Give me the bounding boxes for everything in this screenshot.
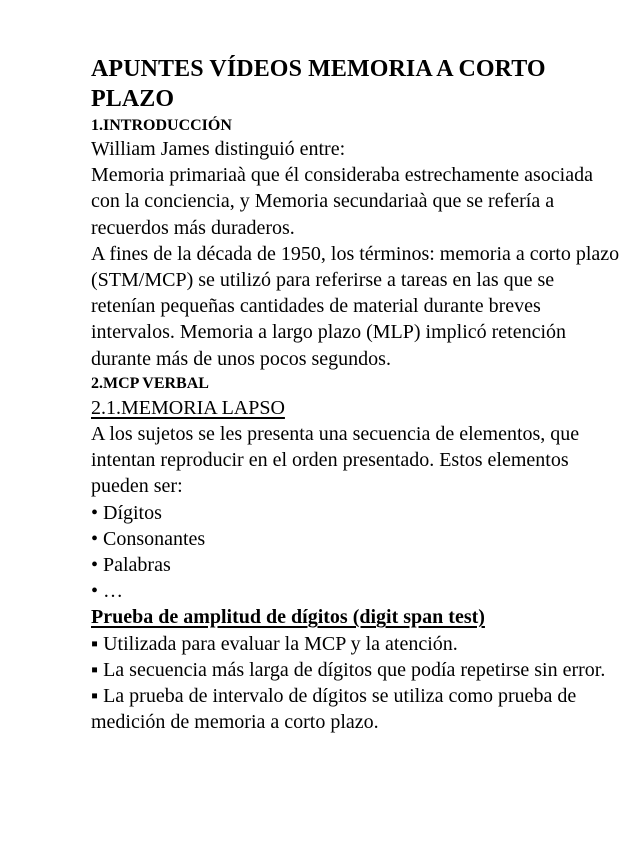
section-heading-introduccion: 1.INTRODUCCIÓN [91,117,232,134]
document-page [91,54,621,735]
paragraph: A los sujetos se les presenta una secuencia de elementos, que intentan reproducir en el orden presentado. Estos elementos pueden ser: [91,423,580,498]
section-heading-mcp-verbal: 2.MCP VERBAL [91,374,209,392]
document-title: APUNTES VÍDEOS MEMORIA A CORTO PLAZO [91,56,546,112]
paragraph: William James distinguió entre: [91,138,346,160]
subsection-heading-memoria-lapso: 2.1.MEMORIA LAPSO [91,396,285,419]
list-item: • Consonantes [91,527,206,550]
list-item: ▪ Utilizada para evaluar la MCP y la atención. [91,632,458,655]
list-item: ▪ La prueba de intervalo de dígitos se utiliza como prueba de medición de memoria a corto plazo. [91,685,577,734]
list-item: • … [91,580,124,603]
element-type-list [91,500,621,605]
list-item: • Dígitos [91,501,162,524]
list-item: ▪ La secuencia más larga de dígitos que podía repetirse sin error. [91,658,606,681]
digit-span-test-heading: Prueba de amplitud de dígitos (digit span test) [91,606,485,629]
list-item: • Palabras [91,554,171,577]
digit-span-test-list [91,631,621,736]
paragraph: A fines de la década de 1950, los términos: memoria a corto plazo (STM/MCP) se utilizó para referirse a tareas en las que se retenían pequeñas cantidades de material durante breves intervalos. Memoria a largo plazo (MLP) implicó retención durante más de unos pocos segundos. [91,242,620,370]
paragraph: Memoria primariaà que él consideraba estrechamente asociada con la conciencia, y Memoria secundariaà que se refería a recuerdos más duraderos. [91,164,593,239]
